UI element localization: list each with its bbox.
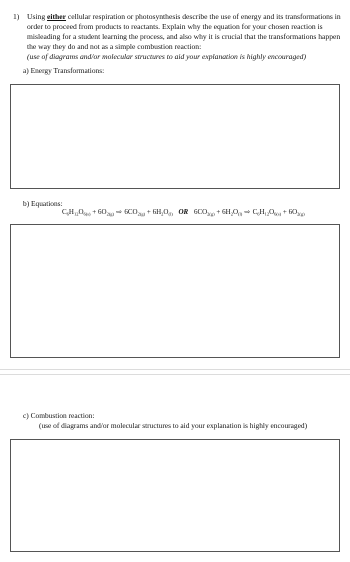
subscript: 2	[161, 211, 164, 217]
part-a-label: a) Energy Transformations:	[23, 66, 105, 75]
question-number: 1)	[13, 12, 20, 21]
subscript: (l)	[238, 211, 243, 217]
question-body: cellular respiration or photosynthesis describe the use of energy and its transformations in order to proceed from products to reactants. Explain why the equation for your chosen reaction is misleading for a student learning the process, and also why it is crucial that the transformations happen the way they do and not as a simple combustion reaction:	[27, 12, 341, 51]
page-divider	[0, 369, 350, 370]
combustion-note: (use of diagrams and/or molecular structures to aid your explanation is highly encouraged)	[39, 421, 308, 430]
equations-line	[62, 208, 305, 217]
subscript: 2(g)	[297, 211, 305, 217]
equation-term: H	[259, 208, 265, 216]
subscript: 12	[264, 211, 270, 217]
subscript: (l)	[168, 211, 173, 217]
equation-term: O	[269, 208, 275, 216]
equation-term: + 6H	[145, 208, 162, 216]
answer-box-b[interactable]	[10, 224, 340, 358]
subscript: 12	[73, 211, 79, 217]
question-prefix: Using	[27, 12, 48, 21]
equation-term: C	[62, 208, 67, 216]
question-1	[13, 12, 345, 62]
diagram-note: (use of diagrams and/or molecular structures to aid your explanation is highly encouraged)	[27, 51, 306, 61]
equation-term: + 6O	[90, 208, 107, 216]
subscript: 6	[257, 211, 260, 217]
part-c-label: c) Combustion reaction:	[23, 411, 95, 420]
subscript: 2(g)	[207, 211, 215, 217]
part-b-label: b) Equations:	[23, 199, 63, 208]
equation-term: H	[68, 208, 74, 216]
subscript: 6(s)	[274, 211, 282, 217]
photosynthesis-equation	[194, 208, 305, 216]
subscript: 2	[230, 211, 233, 217]
subscript: 6	[66, 211, 69, 217]
equation-term: 6CO	[124, 208, 138, 216]
reaction-arrow-icon: ⇨	[242, 208, 253, 216]
equation-term: O	[163, 208, 169, 216]
emphasis-either: either	[47, 12, 67, 21]
respiration-equation	[62, 208, 173, 216]
reaction-arrow-icon: ⇨	[114, 208, 125, 216]
answer-box-c[interactable]	[10, 439, 340, 552]
subscript: 2(g)	[137, 211, 146, 217]
equation-term: + 6O	[281, 208, 298, 216]
equation-term: 6CO	[193, 208, 208, 216]
equation-term: O	[232, 208, 238, 216]
equation-term: O	[78, 208, 84, 216]
or-label: OR	[178, 208, 189, 216]
equation-term: + 6H	[214, 208, 231, 216]
subscript: 6(s)	[83, 211, 91, 217]
equation-term: C	[252, 208, 258, 216]
answer-box-a[interactable]	[10, 84, 340, 189]
subscript: 2(g)	[106, 211, 115, 217]
page-divider	[0, 374, 350, 375]
